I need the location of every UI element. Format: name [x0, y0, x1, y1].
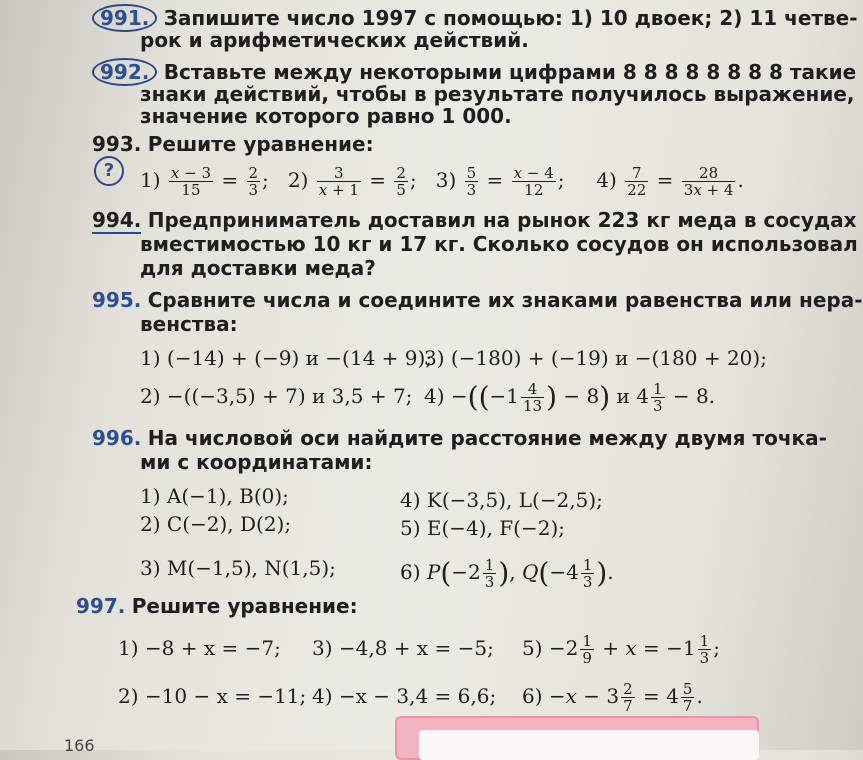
problem-996-item-4: 4) K(−3,5), L(−2,5);: [400, 488, 603, 512]
problem-996-item-1: 1) A(−1), B(0);: [140, 484, 289, 508]
problem-991-line1: 991. Запишите число 1997 с помощью: 1) 10 двоек; 2) 11 четве-: [92, 4, 858, 32]
problem-992-number: 992.: [92, 58, 157, 86]
problem-997-item-1: 1) −8 + x = −7;: [118, 636, 281, 660]
problem-995-item-3: 3) (−180) + (−19) и −(180 + 20);: [424, 346, 767, 370]
problem-996-number: 996.: [92, 426, 142, 450]
problem-992-line3: значение которого равно 1 000.: [140, 104, 512, 128]
question-badge: ?: [94, 156, 124, 186]
problem-997-item-5: 5) −2 $\frac{1}{9}$ + x = −1 $\frac{1}{3}$ ;: [522, 632, 720, 667]
problem-996-item-5: 5) E(−4), F(−2);: [400, 516, 565, 540]
problem-991-line2: рок и арифметических действий.: [140, 28, 529, 52]
problem-993-number: 993.: [92, 132, 142, 156]
problem-996-line1: 996. На числовой оси найдите расстояние между двумя точка-: [92, 426, 827, 450]
problem-995-line1: 995. Сравните числа и соедините их знаками равенства или нера-: [92, 288, 863, 312]
problem-995-item-4: 4) −((−1 $\frac{4}{13}$ ) − 8) и 4 $\frac{1}{3}$ − 8.: [424, 380, 716, 415]
problem-994-line3: для доставки меда?: [140, 256, 376, 280]
problem-994-number: 994.: [92, 208, 142, 232]
problem-996-item-6: 6) P(−2 $\frac{1}{3}$ ), Q(−4 $\frac{1}{3}$ ).: [400, 556, 614, 591]
problem-997-number: 997.: [76, 594, 126, 618]
problem-997-item-2: 2) −10 − x = −11;: [118, 684, 307, 708]
pink-sticky-note: [395, 716, 759, 760]
problem-997-item-6: 6) −x − 3 $\frac{2}{7}$ = 4 $\frac{5}{7}$ .: [522, 680, 703, 715]
problem-997-item-4: 4) −x − 3,4 = 6,6;: [312, 684, 497, 708]
problem-994-line2: вместимостью 10 кг и 17 кг. Сколько сосудов он использовал: [140, 232, 858, 256]
problem-997-item-3: 3) −4,8 + x = −5;: [312, 636, 494, 660]
problem-992-line1: 992. Вставьте между некоторыми цифрами 8 8 8 8 8 8 8 8 такие: [92, 58, 856, 86]
problem-994-line1: 994. Предприниматель доставил на рынок 223 кг меда в сосудах: [92, 208, 857, 232]
problem-992-line2: знаки действий, чтобы в результате получилось выражение,: [140, 82, 855, 106]
problem-993-equations: 1) $\frac{x - 3}{15}$ = $\frac{2}{3}$ ; 2) $\frac{3}{x + 1}$ = $\frac{2}{5}$ ; 3) $\frac{5}{3}$ = $\frac{x - 4}{12}$ ; 4) $\frac{7}{22}$ = $\frac{28}{3x + 4}$ .: [140, 164, 744, 199]
sticky-note-inner: [419, 730, 759, 760]
problem-996-line2: ми с координатами:: [140, 450, 373, 474]
problem-993-title: 993. Решите уравнение:: [92, 132, 374, 156]
page-number: 166: [64, 736, 95, 755]
problem-995-item-1: 1) (−14) + (−9) и −(14 + 9);: [140, 346, 433, 370]
problem-995-number: 995.: [92, 288, 142, 312]
problem-996-item-2: 2) C(−2), D(2);: [140, 512, 292, 536]
problem-995-item-2: 2) −((−3,5) + 7) и 3,5 + 7;: [140, 384, 413, 408]
problem-997-title: 997. Решите уравнение:: [76, 594, 358, 618]
problem-991-number: 991.: [92, 4, 157, 32]
problem-996-item-3: 3) M(−1,5), N(1,5);: [140, 556, 336, 580]
problem-995-line2: венства:: [140, 312, 238, 336]
